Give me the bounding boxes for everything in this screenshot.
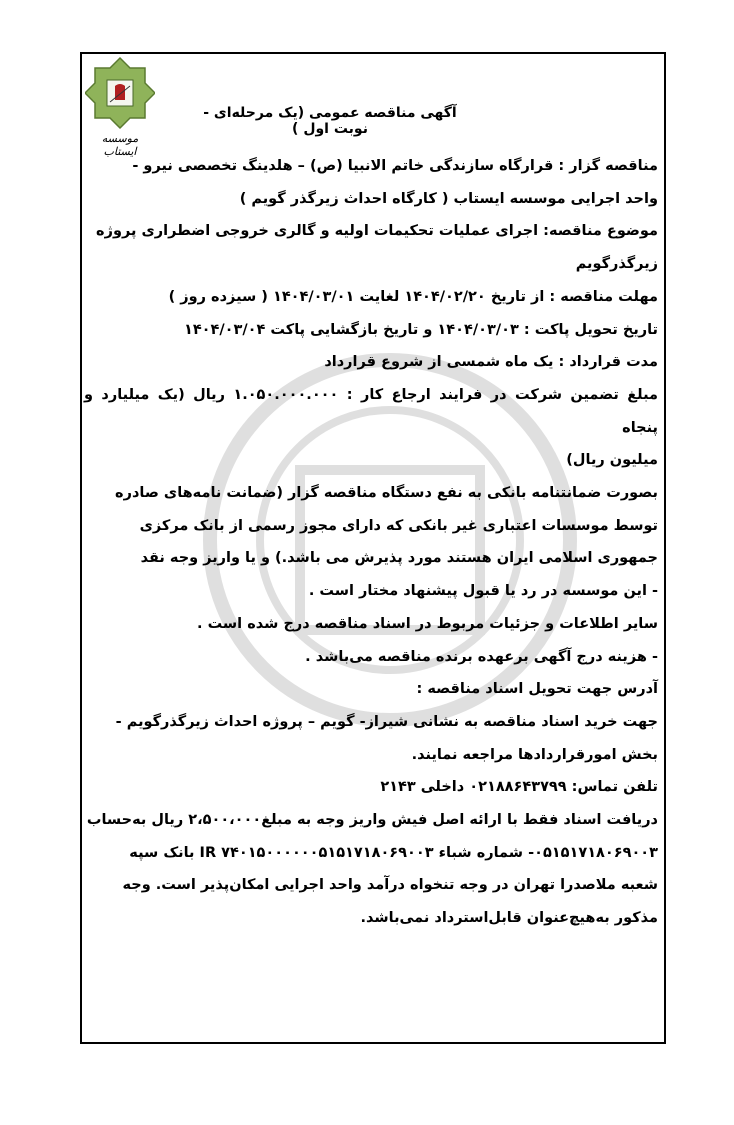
- non-refundable-line: مذکور به‌هیچ‌عنوان قابل‌استرداد نمی‌باشد.: [360, 910, 658, 927]
- other-info-line: سایر اطلاعات و جزئیات مربوط در اسناد مناقصه درج شده است .: [197, 615, 658, 632]
- subject-line: موضوع مناقصه: اجرای عملیات تحکیمات اولیه و گالری خروجی اضطراری پروژه: [96, 223, 658, 240]
- ad-cost-line: - هزینه درج آگهی برعهده برنده مناقصه می‌باشد .: [305, 648, 658, 665]
- address-line: جهت خرید اسناد مناقصه به نشانی شیراز- گویم – پروژه احداث زیرگذرگویم -: [115, 713, 658, 730]
- guarantee-type-line: بصورت ضمانتنامه بانکی به نفع دستگاه مناقصه گزار (ضمانت نامه‌های صادره: [115, 485, 658, 502]
- notice-title: آگهی مناقصه عمومی (یک مرحله‌ای - نوبت اول ): [203, 105, 457, 137]
- account-line: ۰۵۱۵۱۷۱۸۰۶۹۰۰۳- شماره شباء IR ۷۴۰۱۵۰۰۰۰۰۰۵۱۵۱۷۱۸۰۶۹۰۰۳ بانک سپه: [129, 844, 658, 861]
- payment-line: دریافت اسناد فقط با ارائه اصل فیش واریز وجه به مبلغ۲،۵۰۰،۰۰۰ ریال به‌حساب: [86, 812, 658, 829]
- guarantee-amount-line: مبلغ تضمین شرکت در فرایند ارجاع کار : ۱.۰۵۰.۰۰۰.۰۰۰ ریال (یک میلیارد و پنجاه: [84, 386, 658, 436]
- executive-unit-line: واحد اجرایی موسسه ایستاب ( کارگاه احداث زیرگذر گویم ): [239, 190, 658, 207]
- phone-line: تلفن تماس: ۰۲۱۸۸۶۴۳۷۹۹ داخلی ۲۱۴۳: [380, 779, 658, 796]
- subject-line-cont: زیرگذرگویم: [575, 256, 658, 273]
- delivery-date-line: تاریخ تحویل پاکت : ۱۴۰۴/۰۳/۰۳ و تاریخ بازگشایی پاکت ۱۴۰۴/۰۳/۰۴: [183, 321, 658, 338]
- tenderer-line: مناقصه گزار : قرارگاه سازندگی خاتم الانبیا (ص) – هلدینگ تخصصی نیرو -: [132, 158, 658, 174]
- address-line-cont: بخش امورقراردادها مراجعه نمایند.: [411, 746, 658, 763]
- notice-body: [84, 150, 658, 935]
- logo-caption: موسسه ایستاب: [101, 132, 139, 158]
- guarantee-type-line-end: جمهوری اسلامی ایران هستند مورد پذیرش می باشد.) و یا واریز وجه نقد: [140, 550, 658, 567]
- rejection-right-line: - این موسسه در رد یا قبول پیشنهاد مختار است .: [308, 583, 658, 600]
- address-heading: آدرس جهت تحویل اسناد مناقصه :: [416, 681, 658, 698]
- deadline-line: مهلت مناقصه : از تاریخ ۱۴۰۴/۰۲/۲۰ لغایت ۱۴۰۴/۰۳/۰۱ ( سیزده روز ): [168, 288, 658, 305]
- guarantee-type-line-cont: توسط موسسات اعتباری غیر بانکی که دارای مجوز رسمی از بانک مرکزی: [139, 517, 658, 534]
- guarantee-amount-line-cont: میلیون ریال): [566, 452, 658, 469]
- contract-duration-line: مدت قرارداد : یک ماه شمسی از شروع قرارداد: [324, 354, 658, 371]
- bank-branch-line: شعبه ملاصدرا تهران در وجه تنخواه درآمد واحد اجرایی امکان‌پذیر است. وجه: [122, 877, 658, 894]
